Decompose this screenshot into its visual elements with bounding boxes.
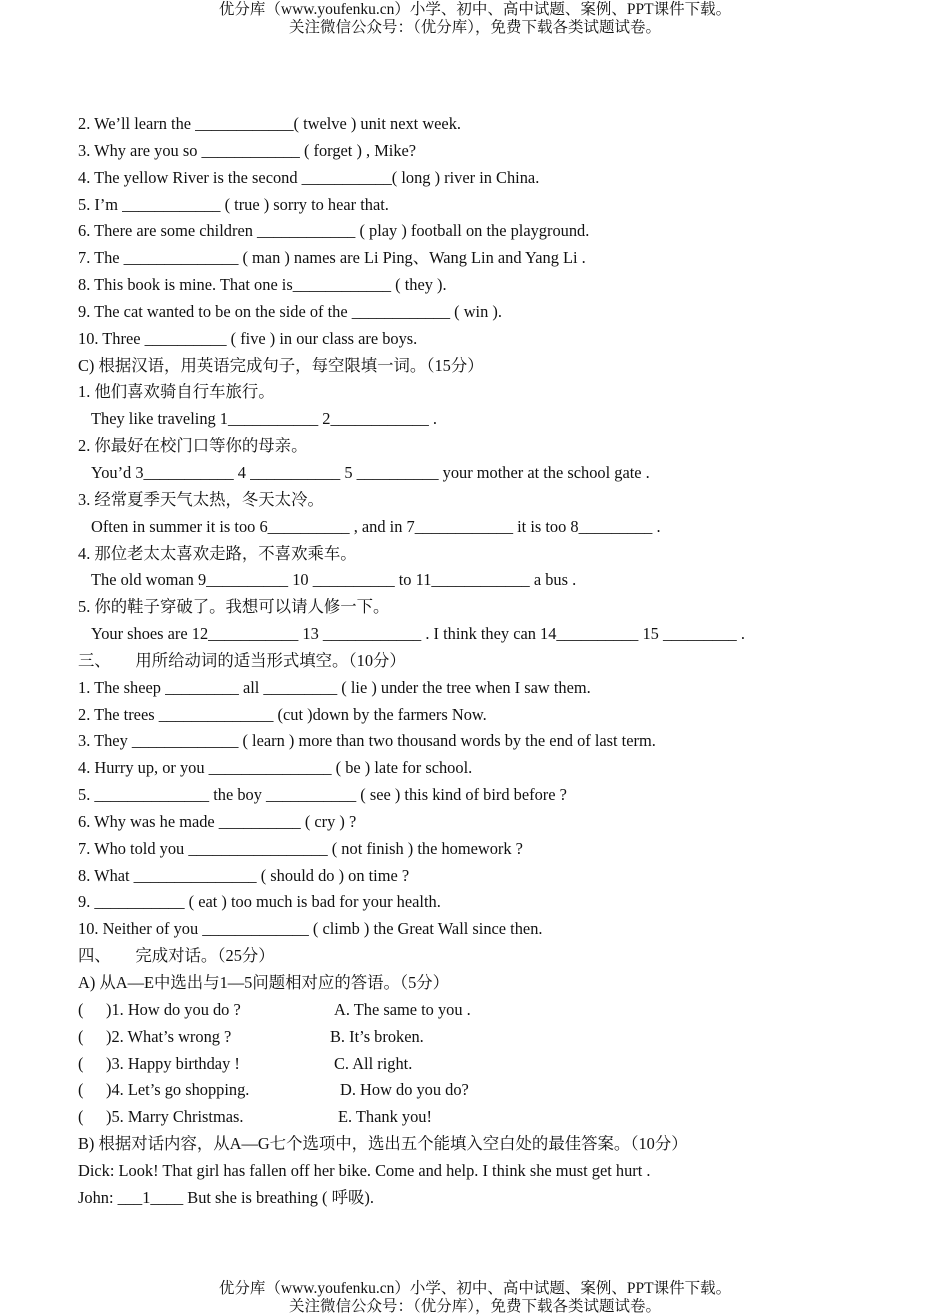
header-line-1: 优分库（www.youfenku.cn）小学、初中、高中试题、案例、PPT课件下载。 bbox=[218, 1, 732, 18]
question-line: 4. Hurry up, or you _______________ ( be ) late for school. bbox=[78, 758, 473, 778]
bracket-open: ( bbox=[78, 1080, 84, 1100]
matching-answer: E. Thank you! bbox=[338, 1107, 432, 1127]
english-sentence: The old woman 9__________ 10 __________ to 11____________ a bus . bbox=[91, 570, 577, 590]
question-line: 8. What _______________ ( should do ) on time ? bbox=[78, 865, 410, 885]
dialog-line: John: ___1____ But she is breathing ( 呼吸). bbox=[78, 1187, 374, 1207]
section-heading: C) 根据汉语，用英语完成句子，每空限填一词。（15分） bbox=[78, 355, 484, 375]
matching-question: )5. Marry Christmas. bbox=[106, 1107, 244, 1127]
chinese-prompt: 1. 他们喜欢骑自行车旅行。 bbox=[78, 382, 275, 402]
matching-item bbox=[78, 1104, 918, 1131]
chinese-prompt: 3. 经常夏季天气太热，冬天太冷。 bbox=[78, 489, 324, 509]
bracket-open: ( bbox=[78, 999, 84, 1019]
question-line: 4. The yellow River is the second ___________( long ) river in China. bbox=[78, 167, 540, 187]
page-footer bbox=[0, 1280, 950, 1316]
section-heading: 四、 完成对话。（25分） bbox=[78, 946, 275, 966]
matching-question: )4. Let’s go shopping. bbox=[106, 1080, 250, 1100]
english-sentence: You’d 3___________ 4 ___________ 5 __________ your mother at the school gate . bbox=[91, 462, 650, 482]
subsection-heading: B) 根据对话内容，从A—G七个选项中，选出五个能填入空白处的最佳答案。（10分） bbox=[78, 1134, 688, 1154]
question-line: 7. The ______________ ( man ) names are Li Ping、Wang Lin and Yang Li . bbox=[78, 248, 586, 268]
matching-answer: A. The same to you . bbox=[334, 999, 471, 1019]
english-sentence: They like traveling 1___________ 2____________ . bbox=[91, 409, 437, 429]
matching-item bbox=[78, 997, 918, 1024]
header-line-2: 关注微信公众号：（优分库），免费下载各类试题试卷。 bbox=[288, 19, 661, 36]
matching-question: )3. Happy birthday ! bbox=[106, 1053, 240, 1073]
matching-item bbox=[78, 1077, 918, 1104]
question-line: 1. The sheep _________ all _________ ( lie ) under the tree when I saw them. bbox=[78, 677, 591, 697]
matching-answer: B. It’s broken. bbox=[330, 1026, 424, 1046]
document-body bbox=[78, 111, 918, 1212]
bracket-open: ( bbox=[78, 1026, 84, 1046]
question-line: 9. The cat wanted to be on the side of the ____________ ( win ). bbox=[78, 301, 502, 321]
matching-item bbox=[78, 1051, 918, 1078]
question-line: 3. They _____________ ( learn ) more than two thousand words by the end of last term. bbox=[78, 731, 656, 751]
footer-line-2: 关注微信公众号：（优分库），免费下载各类试题试卷。 bbox=[288, 1298, 661, 1315]
english-sentence: Often in summer it is too 6__________ , and in 7____________ it is too 8_________ . bbox=[91, 516, 661, 536]
dialog-line: Dick: Look! That girl has fallen off her bike. Come and help. I think she must get hurt . bbox=[78, 1160, 651, 1180]
matching-answer: C. All right. bbox=[334, 1053, 413, 1073]
question-line: 6. There are some children ____________ ( play ) football on the playground. bbox=[78, 221, 590, 241]
chinese-prompt: 5. 你的鞋子穿破了。我想可以请人修一下。 bbox=[78, 597, 390, 617]
english-sentence: Your shoes are 12___________ 13 ____________ . I think they can 14__________ 15 _________ . bbox=[91, 624, 745, 644]
matching-question: )1. How do you do ? bbox=[106, 999, 241, 1019]
page-header bbox=[0, 1, 950, 37]
question-line: 10. Three __________ ( five ) in our class are boys. bbox=[78, 328, 418, 348]
bracket-open: ( bbox=[78, 1053, 84, 1073]
question-line: 7. Who told you _________________ ( not finish ) the homework ? bbox=[78, 838, 523, 858]
question-line: 5. ______________ the boy ___________ ( see ) this kind of bird before ? bbox=[78, 785, 567, 805]
matching-answer: D. How do you do? bbox=[340, 1080, 469, 1100]
chinese-prompt: 2. 你最好在校门口等你的母亲。 bbox=[78, 436, 308, 456]
question-line: 3. Why are you so ____________ ( forget ) , Mike? bbox=[78, 140, 417, 160]
question-line: 10. Neither of you _____________ ( climb ) the Great Wall since then. bbox=[78, 919, 543, 939]
matching-question: )2. What’s wrong ? bbox=[106, 1026, 232, 1046]
question-line: 2. The trees ______________ (cut )down by the farmers Now. bbox=[78, 704, 487, 724]
question-line: 2. We’ll learn the ____________( twelve ) unit next week. bbox=[78, 114, 462, 133]
subsection-heading: A) 从A—E中选出与1—5问题相对应的答语。（5分） bbox=[78, 973, 450, 992]
question-line: 5. I’m ____________ ( true ) sorry to hear that. bbox=[78, 194, 389, 214]
question-line: 6. Why was he made __________ ( cry ) ? bbox=[78, 811, 357, 831]
matching-item bbox=[78, 1024, 918, 1051]
question-line: 8. This book is mine. That one is____________ ( they ). bbox=[78, 275, 447, 295]
chinese-prompt: 4. 那位老太太喜欢走路，不喜欢乘车。 bbox=[78, 543, 357, 563]
question-line: 9. ___________ ( eat ) too much is bad for your health. bbox=[78, 892, 441, 912]
footer-line-1: 优分库（www.youfenku.cn）小学、初中、高中试题、案例、PPT课件下载。 bbox=[218, 1280, 732, 1297]
bracket-open: ( bbox=[78, 1107, 84, 1127]
section-heading: 三、 用所给动词的适当形式填空。（10分） bbox=[78, 650, 406, 670]
